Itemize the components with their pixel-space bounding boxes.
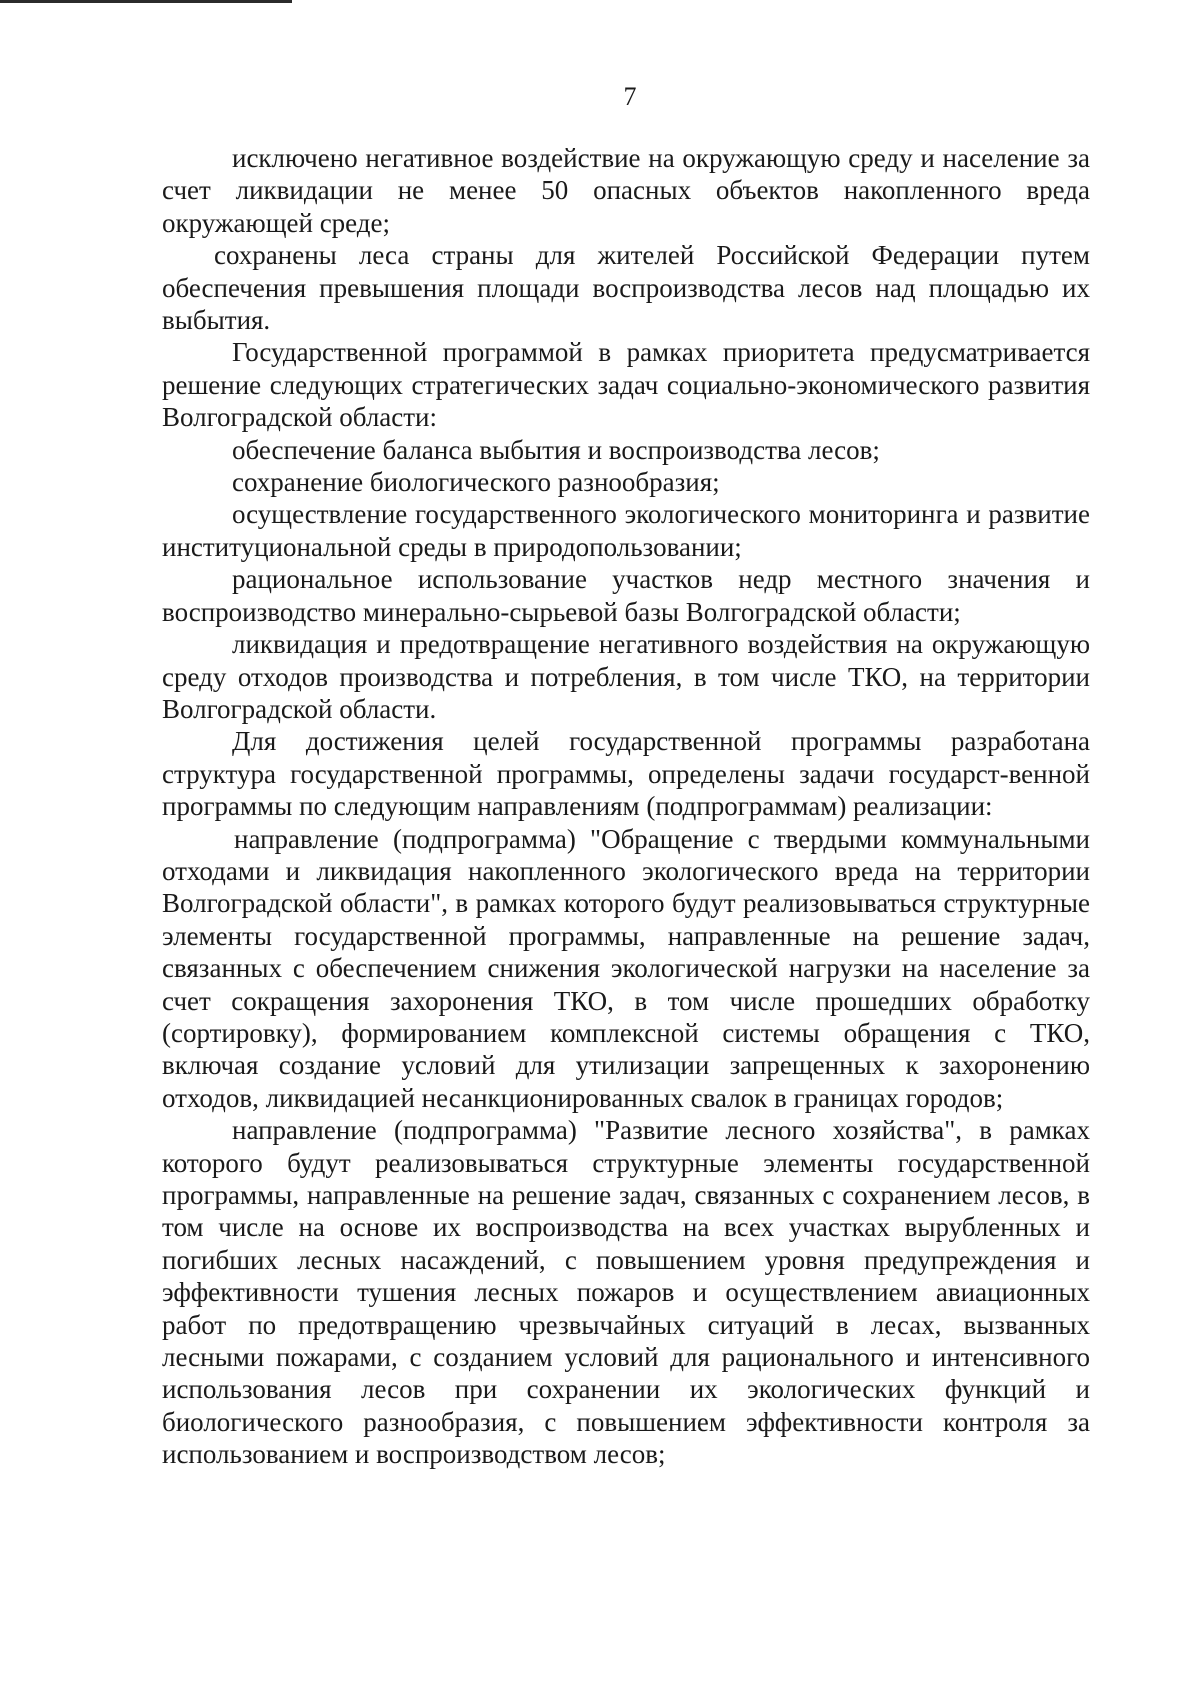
paragraph-2: сохранены леса страны для жителей Российской Федерации путем обеспечения превышения площади воспроизводства лесов над площадью их выбытия.: [162, 240, 1090, 336]
scan-edge-line: [0, 0, 292, 3]
paragraph-7: рациональное использование участков недр местного значения и воспроизводство минерально-сырьевой базы Волгоградской области;: [162, 564, 1090, 627]
paragraph-1: исключено негативное воздействие на окружающую среду и население за счет ликвидации не менее 50 опасных объектов накопленного вреда окружающей среде;: [162, 143, 1090, 238]
paragraph-8: ликвидация и предотвращение негативного воздействия на окружающую среду отходов производства и потребления, в том числе ТКО, на территории Волгоградской области.: [162, 629, 1090, 724]
paragraph-10: направление (подпрограмма) "Обращение с твердыми коммунальными отходами и ликвидация накопленного экологического вреда на территории Волгоградской области", в рамках которого будут реализовываться структурные элементы государственной программы, направленные на решение задач, связанных с обеспечением снижения экологической нагрузки на население за счет сокращения захоронения ТКО, в том числе прошедших обработку (сортировку), формированием комплексной системы обращения с ТКО, включая создание условий для утилизации запрещенных к захоронению отходов, ликвидацией несанкционированных свалок в границах городов;: [162, 823, 1090, 1113]
paragraph-11: направление (подпрограмма) "Развитие лесного хозяйства", в рамках которого будут реализовываться структурные элементы государственной программы, направленные на решение задач, связанных с сохранением лесов, в том числе на основе их воспроизводства на всех участках вырубленных и погибших лесных насаждений, с повышением уровня предупреждения и эффективности тушения лесных пожаров и осуществлением авиационных работ по предотвращению чрезвычайных ситуаций в лесах, вызванных лесными пожарами, с созданием условий для рационального и интенсивного использования лесов при сохранении их экологических функций и биологического разнообразия, с повышением эффективности контроля за использованием и воспроизводством лесов;: [162, 1115, 1090, 1470]
document-body: [162, 142, 1090, 1471]
paragraph-9: Для достижения целей государственной программы разработана структура государственной программы, определены задачи государст-венной программы по следующим направлениям (подпрограммам) реализации:: [162, 726, 1090, 822]
page-number: 7: [623, 82, 637, 111]
paragraph-5: сохранение биологического разнообразия;: [232, 467, 720, 498]
paragraph-6: осуществление государственного экологического мониторинга и развитие институциональной среды в природопользовании;: [162, 499, 1090, 562]
paragraph-4: обеспечение баланса выбытия и воспроизводства лесов;: [232, 434, 880, 465]
paragraph-3: Государственной программой в рамках приоритета предусматривается решение следующих стратегических задач социально-экономического развития Волгоградской области:: [162, 337, 1090, 433]
